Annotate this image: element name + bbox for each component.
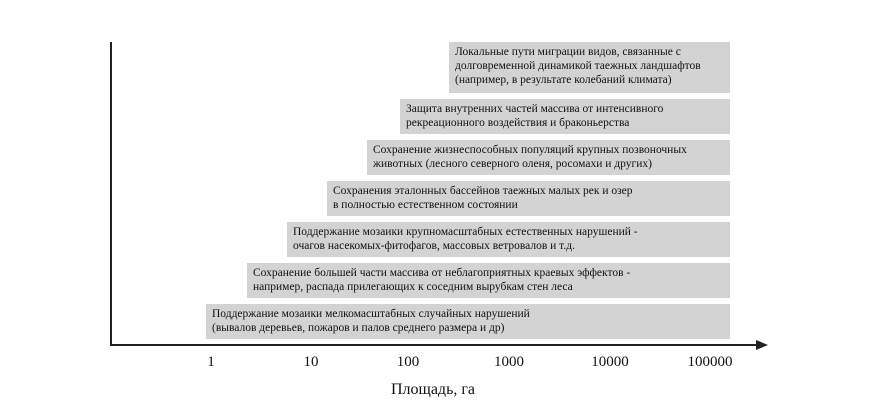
x-axis-arrow-icon bbox=[756, 340, 768, 350]
x-axis-line bbox=[110, 344, 760, 346]
bar-text-line: Локальные пути миграции видов, связанные с bbox=[455, 46, 681, 58]
bar-text-line: (вывалов деревьев, пожаров и палов среднего размера и др) bbox=[212, 322, 505, 334]
bar-species-migration bbox=[449, 42, 730, 93]
bar-text-line: например, распада прилегающих к соседним вырубкам стен леса bbox=[253, 281, 573, 293]
bar-vertebrate-populations bbox=[367, 140, 730, 175]
x-tick-label: 100 bbox=[396, 354, 420, 370]
bar-text-line: очагов насекомых-фитофагов, массовых ветровалов и т.д. bbox=[293, 240, 575, 252]
bar-text-line: рекреационного воздействия и браконьерства bbox=[406, 117, 630, 129]
bar-text-line: животных (лесного северного оленя, росомахи и других) bbox=[373, 158, 652, 170]
bar-reference-basins bbox=[327, 181, 730, 216]
x-tick-label: 10 bbox=[303, 354, 319, 370]
bar-text-line: Поддержание мозаики мелкомасштабных случайных нарушений bbox=[212, 308, 530, 320]
y-axis-line bbox=[110, 42, 112, 346]
bar-text-line: Сохранения эталонных бассейнов таежных малых рек и озер bbox=[333, 185, 633, 197]
bar-inner-protection bbox=[400, 99, 730, 134]
bar-edge-effects bbox=[247, 263, 730, 298]
bar-text-line: в полностью естественном состоянии bbox=[333, 199, 518, 211]
bar-text-line: Поддержание мозаики крупномасштабных естественных нарушений - bbox=[293, 226, 638, 238]
bar-text-line: Сохранение большей части массива от неблагоприятных краевых эффектов - bbox=[253, 267, 631, 279]
x-tick-label: 1000 bbox=[494, 354, 524, 370]
x-tick-label: 10000 bbox=[591, 354, 629, 370]
x-tick-label: 100000 bbox=[687, 354, 733, 370]
bar-large-disturbances bbox=[287, 222, 730, 257]
x-tick-label: 1 bbox=[207, 354, 215, 370]
x-axis-title: Площадь, га bbox=[390, 381, 476, 398]
bar-small-disturbances bbox=[206, 304, 730, 339]
bar-text-line: Сохранение жизнеспособных популяций крупных позвоночных bbox=[373, 144, 687, 156]
bar-text-line: долговременной динамикой таежных ландшафтов bbox=[455, 60, 701, 72]
bar-text-line: (например, в результате колебаний климата) bbox=[455, 74, 672, 86]
bar-text-line: Защита внутренних частей массива от интенсивного bbox=[406, 103, 664, 115]
